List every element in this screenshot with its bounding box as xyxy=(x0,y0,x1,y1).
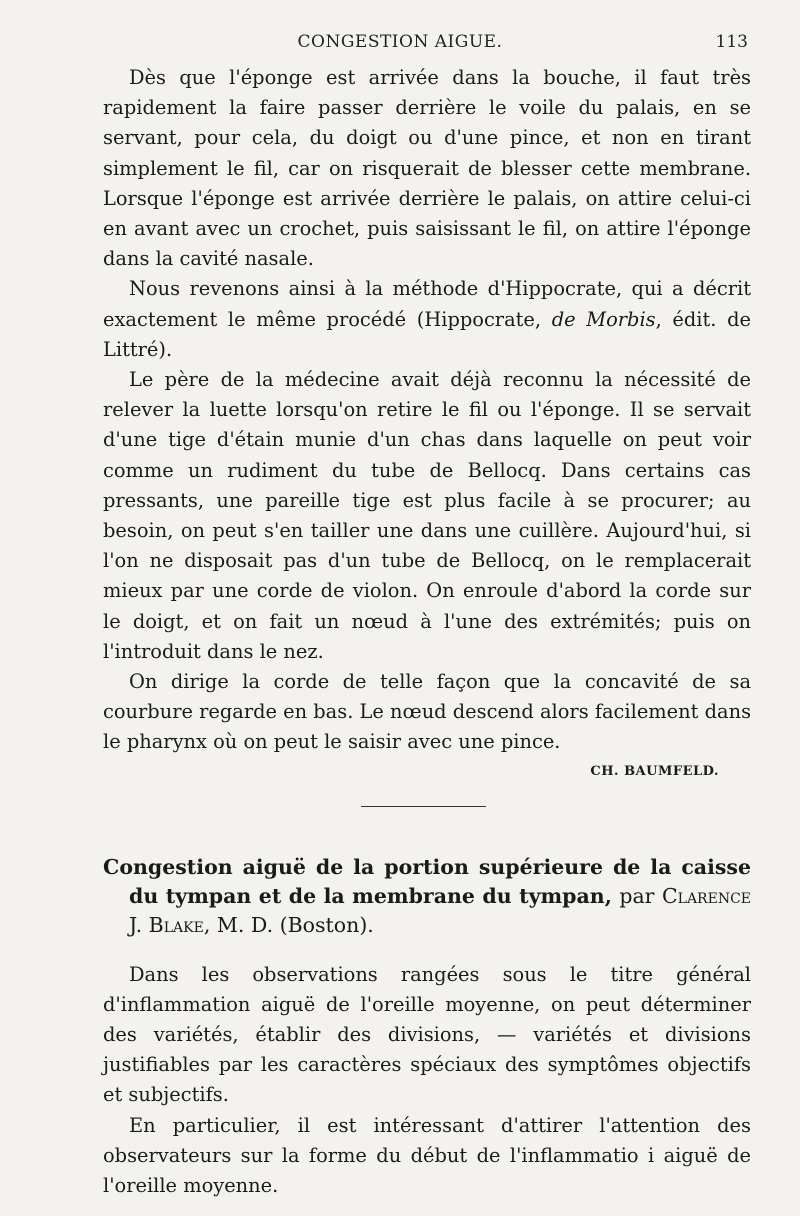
article-author: Clarence J. Blake xyxy=(129,883,752,937)
page-body xyxy=(103,63,751,1201)
article-heading xyxy=(103,853,751,940)
paragraph-hippocrates-text: Nous revenons ainsi à la méthode d'Hippocrate, qui a décrit exactement le même procédé (Hippocrate, xyxy=(103,277,751,331)
running-head xyxy=(0,32,800,62)
running-title: CONGESTION AIGUE. xyxy=(297,32,503,52)
paragraph-bellocq: Le père de la médecine avait déjà reconnu la nécessité de relever la luette lorsqu'on retire le fil ou l'éponge. Il se servait d'une tige d'étain munie d'un chas dans laquelle on peut voir comme un rudiment du tube de Bellocq. Dans certains cas pressants, une pareille tige est plus facile à se procurer; au besoin, on peut s'en tailler une dans une cuillère. Aujourd'hui, si l'on ne disposait pas d'un tube de Bellocq, on le remplacerait mieux par une corde de violon. On enroule d'abord la corde sur le doigt, et on fait un nœud à l'une des extrémités; puis on l'introduit dans le nez. xyxy=(103,368,751,663)
work-title-italic: de Morbis xyxy=(551,307,656,331)
article-title: Congestion aiguë de la portion supérieure de la caisse du tympan et de la membrane du tympan, xyxy=(103,854,751,908)
paragraph-onset: En particulier, il est intéressant d'attirer l'attention des observateurs sur la forme du début de l'inflammatio i aiguë de l'oreille moyenne. xyxy=(103,1113,751,1198)
paragraph-hippocrates xyxy=(103,274,751,365)
signature: CH. BAUMFELD. xyxy=(590,763,719,779)
paragraph-cord: On dirige la corde de telle façon que la concavité de sa courbure regarde en bas. Le nœud descend alors facilement dans le pharynx où on peut le saisir avec une pince. xyxy=(103,670,752,754)
paragraph-hippocrates-end: , édit. de Littré). xyxy=(103,307,751,361)
author-affiliation: , M. D. (Boston). xyxy=(203,912,374,937)
paragraph-observations: Dans les observations rangées sous le titre général d'inflammation aiguë de l'oreille moyenne, on peut déterminer des variétés, établir des divisions, — variétés et divisions justifiables par les caractères spéciaux des symptômes objectifs et subjectifs. xyxy=(103,962,751,1107)
paragraph-sponge: Dès que l'éponge est arrivée dans la bouche, il faut très rapidement la faire passer derrière le voile du palais, en se servant, pour cela, du doigt ou d'une pince, et non en tirant simplement le fil, car on risquerait de blesser cette membrane. Lorsque l'éponge est arrivée derrière le palais, on attire celui-ci en avant avec un crochet, puis saisissant le fil, on attire l'éponge dans la cavité nasale. xyxy=(103,66,751,271)
page-number: 113 xyxy=(715,32,748,52)
separator-rule xyxy=(361,806,486,807)
author-prefix: par xyxy=(619,883,655,908)
